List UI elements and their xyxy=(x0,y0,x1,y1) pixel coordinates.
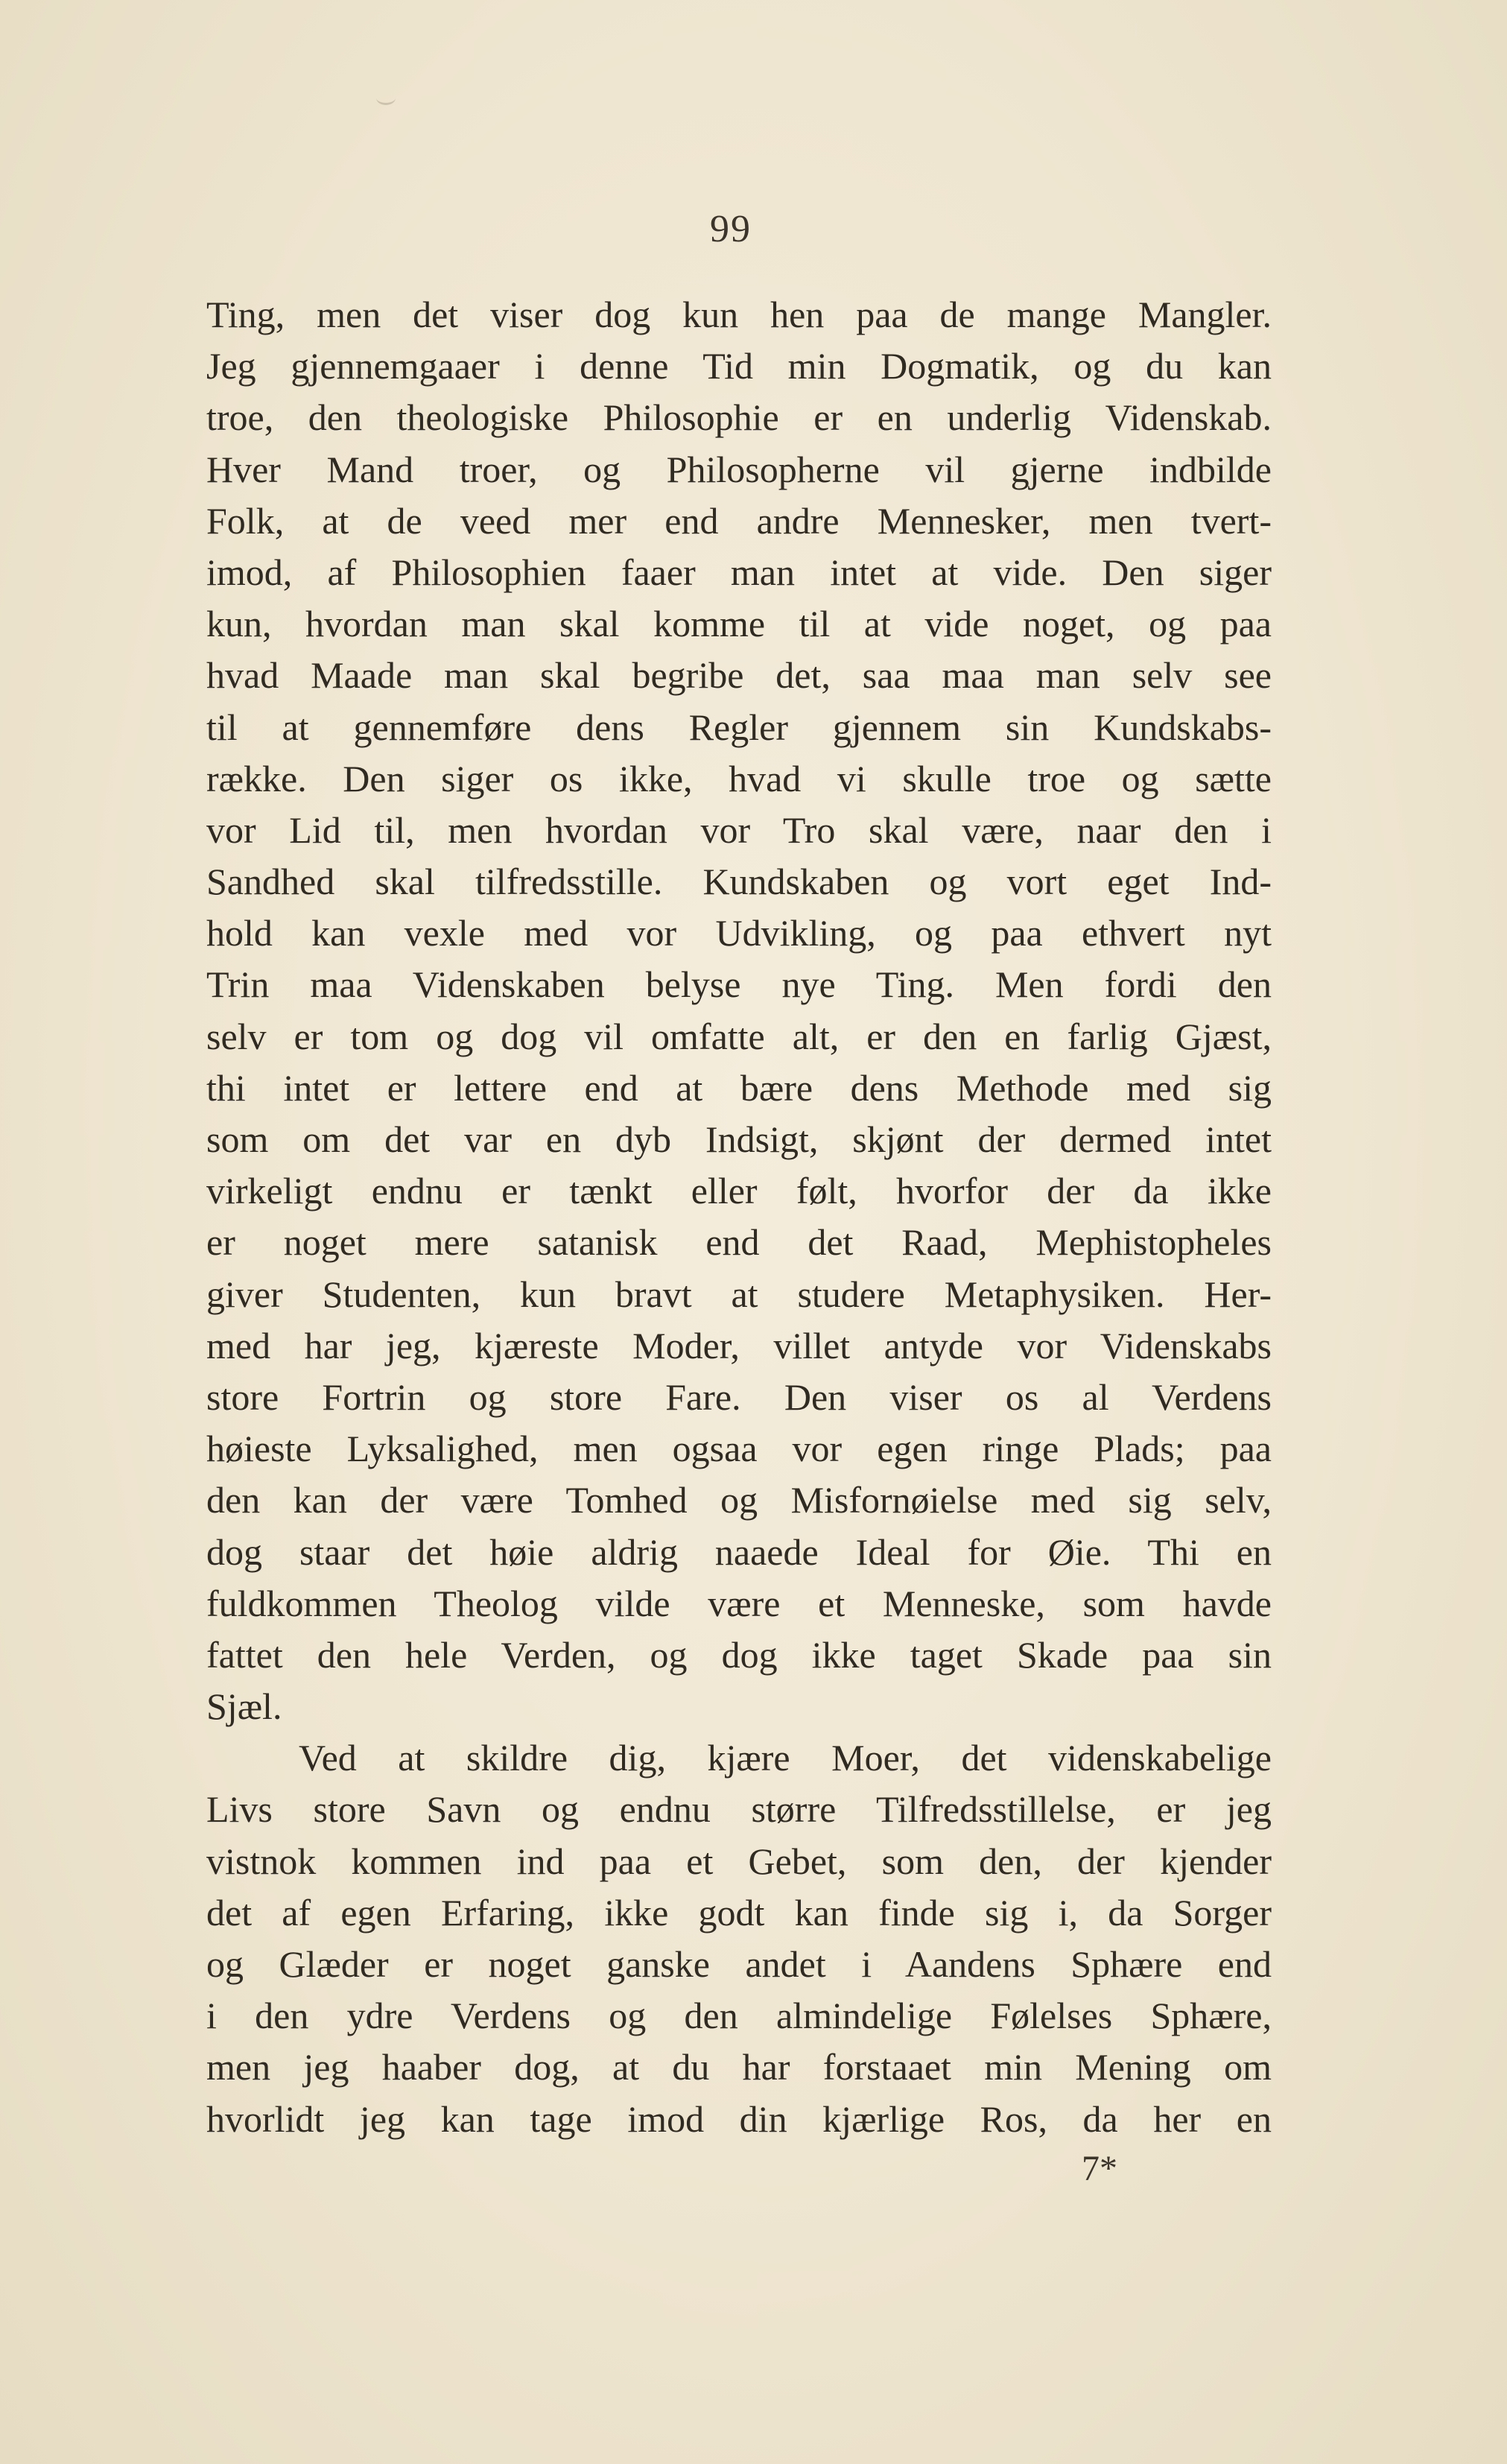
text-line: Hver Mand troer, og Philosopherne vil gjerne indbilde xyxy=(206,448,1272,490)
page-number: 99 xyxy=(710,208,752,250)
text-line: virkeligt endnu er tænkt eller følt, hvorfor der da ikke xyxy=(206,1170,1272,1212)
text-line: række. Den siger os ikke, hvad vi skulle troe og sætte xyxy=(206,757,1272,799)
text-line: Livs store Savn og endnu større Tilfredsstillelse, er jeg xyxy=(206,1788,1272,1831)
text-line: imod, af Philosophien faaer man intet at vide. Den siger xyxy=(206,551,1272,593)
text-line: fattet den hele Verden, og dog ikke taget Skade paa sin xyxy=(206,1633,1272,1676)
text-line: vor Lid til, men hvordan vor Tro skal være, naar den i xyxy=(206,808,1272,851)
text-line: Jeg gjennemgaaer i denne Tid min Dogmatik, og du kan xyxy=(206,345,1272,387)
text-line: vistnok kommen ind paa et Gebet, som den, der kjender xyxy=(206,1840,1272,1882)
text-line: men jeg haaber dog, at du har forstaaet min Mening om xyxy=(206,2046,1272,2088)
text-line: i den ydre Verdens og den almindelige Følelses Sphære, xyxy=(206,1995,1272,2037)
text-line: Ting, men det viser dog kun hen paa de mange Mangler. xyxy=(206,294,1272,335)
text-line: hvorlidt jeg kan tage imod din kjærlige Ros, da her en xyxy=(206,2097,1272,2140)
text-line: høieste Lyksalighed, men ogsaa vor egen ringe Plads; paa xyxy=(206,1428,1272,1470)
text-line: Trin maa Videnskaben belyse nye Ting. Men fordi den xyxy=(206,963,1272,1006)
text-line: som om det var en dyb Indsigt, skjønt der dermed intet xyxy=(206,1118,1272,1160)
text-line: er noget mere satanisk end det Raad, Mephistopheles xyxy=(206,1221,1272,1264)
text-line: Sandhed skal tilfredsstille. Kundskaben og vort eget Ind- xyxy=(206,861,1272,903)
page-mark xyxy=(376,91,396,105)
text-line: store Fortrin og store Fare. Den viser os al Verdens xyxy=(206,1375,1272,1418)
text-line: til at gennemføre dens Regler gjennem sin Kundskabs- xyxy=(206,706,1272,748)
text-line: thi intet er lettere end at bære dens Methode med sig xyxy=(206,1066,1272,1109)
text-line: det af egen Erfaring, ikke godt kan finde sig i, da Sorger xyxy=(206,1891,1272,1933)
text-line: giver Studenten, kun bravt at studere Metaphysiken. Her- xyxy=(206,1273,1272,1315)
paragraph-end-line: Sjæl. xyxy=(206,1685,282,1728)
text-line: den kan der være Tomhed og Misfornøielse med sig selv, xyxy=(206,1479,1272,1521)
text-line: hold kan vexle med vor Udvikling, og paa ethvert nyt xyxy=(206,912,1272,954)
text-line: og Glæder er noget ganske andet i Aandens Sphære end xyxy=(206,1943,1272,1985)
text-line: hvad Maade man skal begribe det, saa maa man selv see xyxy=(206,654,1272,697)
paragraph-start-line: Ved at skildre dig, kjære Moer, det videnskabelige xyxy=(299,1737,1272,1779)
text-line: med har jeg, kjæreste Moder, villet antyde vor Videnskabs xyxy=(206,1324,1272,1366)
text-line: selv er tom og dog vil omfatte alt, er den en farlig Gjæst, xyxy=(206,1015,1272,1057)
text-line: dog staar det høie aldrig naaede Ideal for Øie. Thi en xyxy=(206,1530,1272,1573)
body-text xyxy=(206,289,1272,2145)
text-line: troe, den theologiske Philosophie er en underlig Videnskab. xyxy=(206,396,1272,439)
text-line: kun, hvordan man skal komme til at vide noget, og paa xyxy=(206,603,1272,645)
signature-mark: 7* xyxy=(1082,2149,1117,2188)
text-line: Folk, at de veed mer end andre Mennesker, men tvert- xyxy=(206,499,1272,542)
text-line: fuldkommen Theolog vilde være et Menneske, som havde xyxy=(206,1582,1272,1624)
